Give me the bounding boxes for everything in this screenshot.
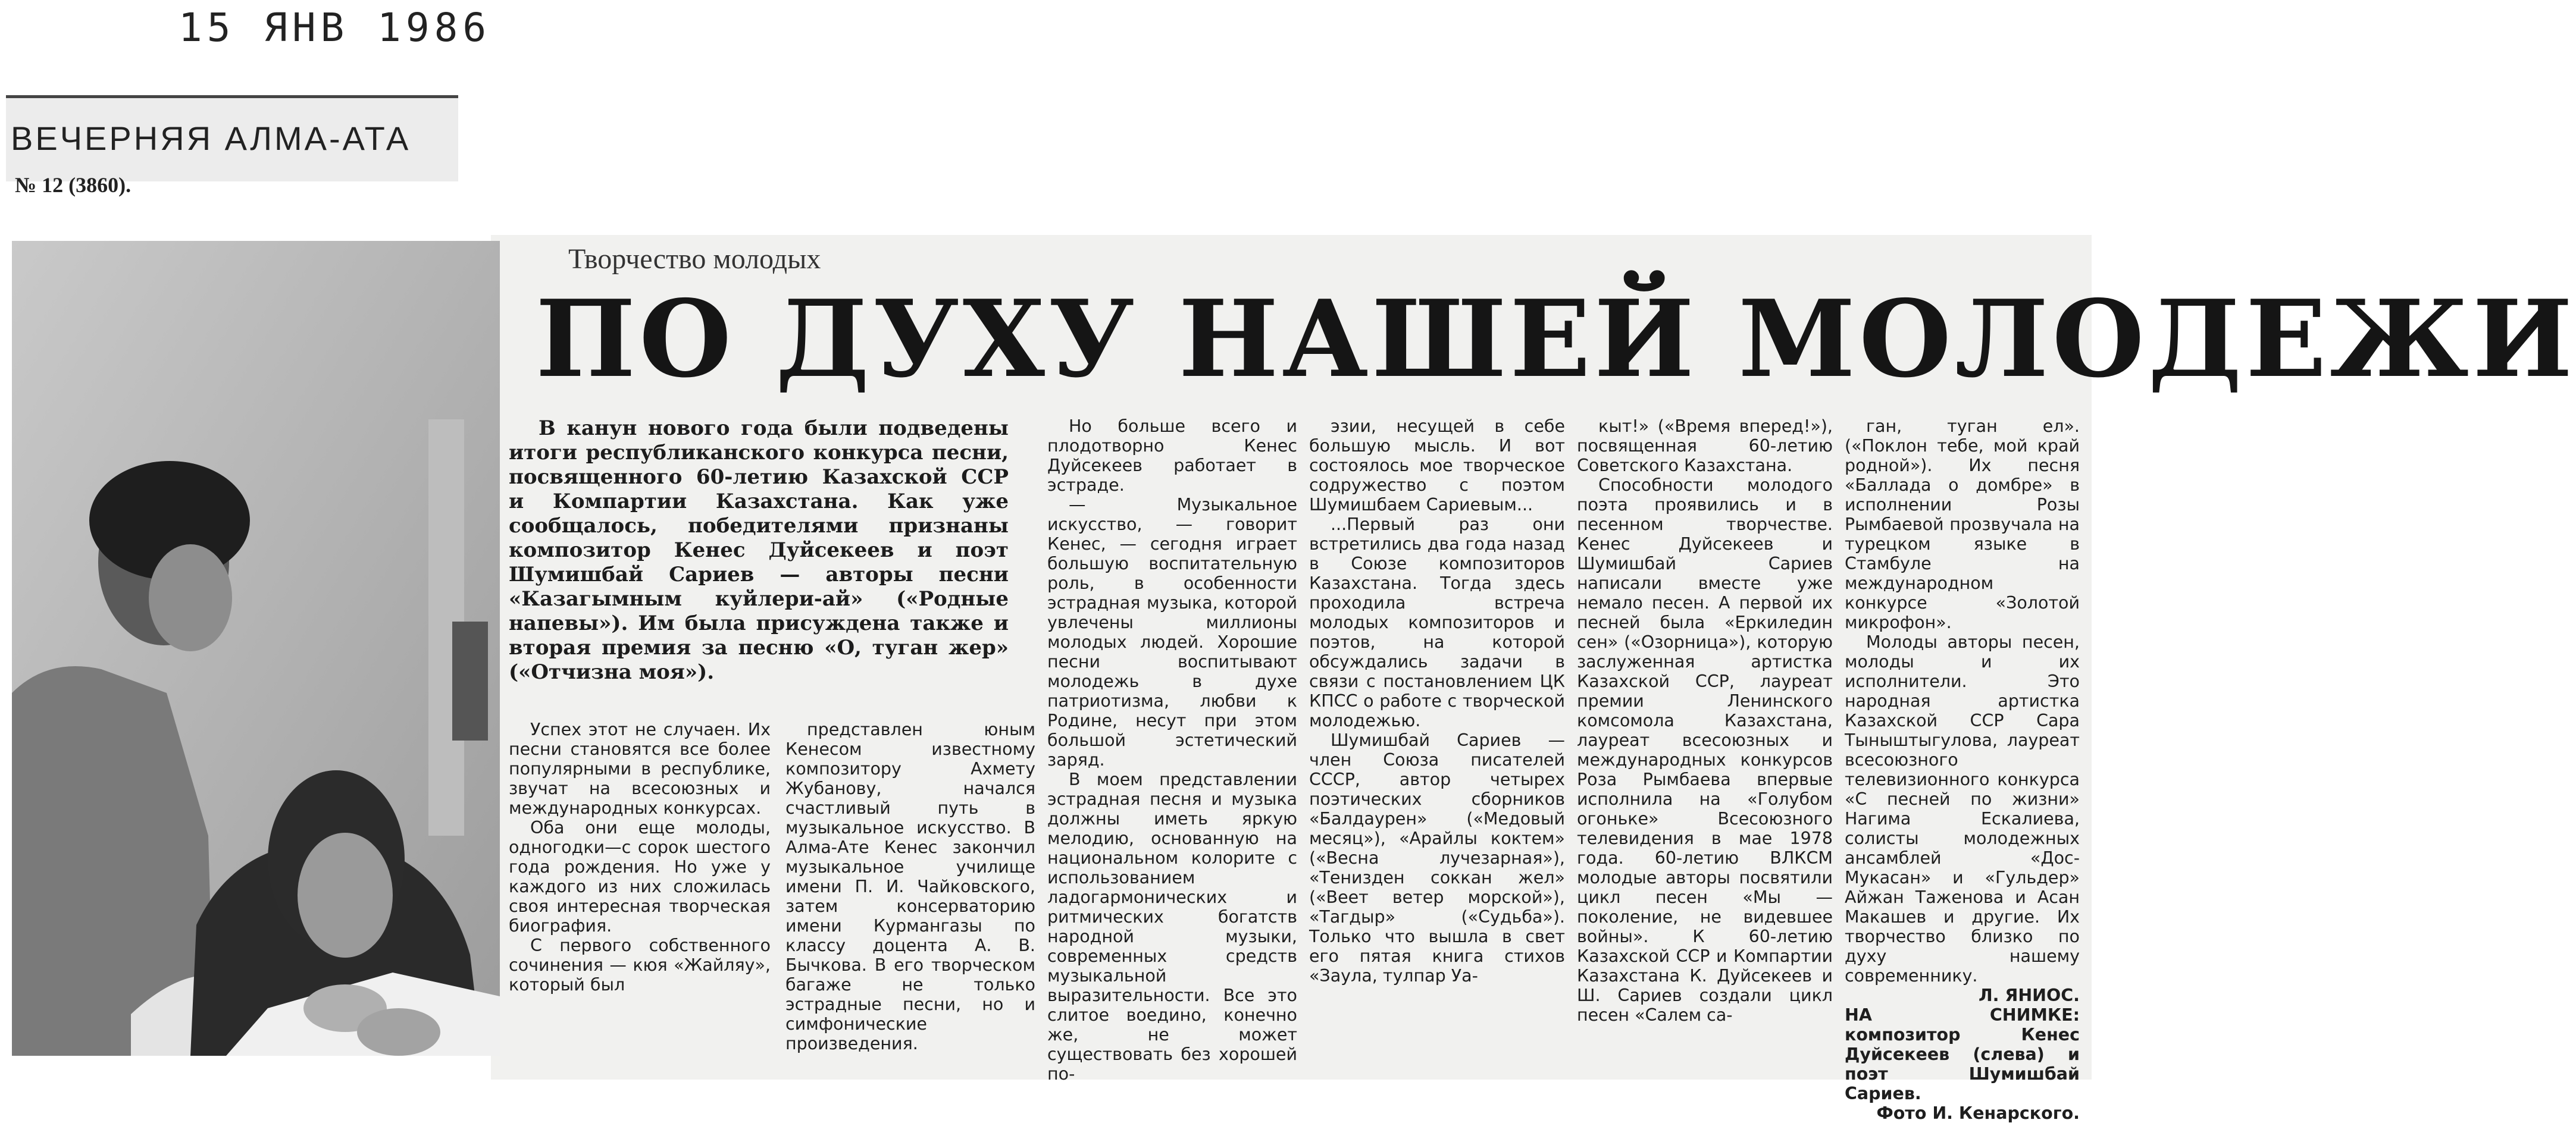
article-column-1 <box>509 720 771 995</box>
newspaper-title: ВЕЧЕРНЯЯ АЛМА-АТА <box>11 120 411 157</box>
paragraph: В моем представлении эстрадная песня и музыка должны иметь яркую мелодию, основанную на национальном колорите с использованием ладогармонических и ритмических богатств народной музыки, современных средств музыкальной выразительности. Все это слитое воедино, конечно же, не может существовать без хорошей по- <box>1047 770 1297 1084</box>
paragraph: — Музыкальное искусство, — говорит Кенес, — сегодня играет большую воспитательную роль, в особенности эстрадная музыка, которой увлечены миллионы молодых людей. Хорошие песни воспитывают молодежь в духе патриотизма, любви к Родине, несут при этом большой эстетический заряд. <box>1047 495 1297 770</box>
lead-paragraph: В канун нового года были подведены итоги республиканского конкурса песни, посвященного 60-летию Казахской ССР и Компартии Казахстана. Как уже сообщалось, победителями признаны композитор Кенес Дуйсекеев и поэт Шумишбай Сариев — авторы песни «Казагымным куйлери-ай» («Родные напевы»). Им была присуждена также и вторая премия за песню «О, туган жер» («Отчизна моя»). <box>509 416 1009 684</box>
rubric: Творчество молодых <box>568 243 821 275</box>
paragraph: С первого собственного сочинения — кюя «Жайляу», который был <box>509 936 771 995</box>
headline: ПО ДУХУ НАШЕЙ МОЛОДЕЖИ <box>536 277 2576 401</box>
paragraph: Молоды авторы песен, молоды и их исполнители. Это народная артистка Казахской ССР Сара Тыныштыгулова, лауреат всесоюзного телевизионного конкурса «С песней по жизни» Нагима Ескалиева, солисты молодежных ансамблей «Дос-Мукасан» и «Гульдер» Айжан Таженова и Асан Макашев и другие. Их творчество близко по духу нашему современнику. <box>1845 632 2080 986</box>
article-photo <box>12 241 500 1056</box>
date-stamp: 15 ЯНВ 1986 <box>179 5 492 51</box>
paragraph: Оба они еще молоды, одногодки—с сорок шестого года рождения. Но уже у каждого из них сложилась своя интересная творческая биография. <box>509 818 771 936</box>
issue-number: № 12 (3860). <box>15 173 132 197</box>
photo-illustration <box>12 241 500 1056</box>
paragraph: Шумишбай Сариев — член Союза писателей СССР, автор четырех поэтических сборников «Балдаурен» («Медовый месяц»), «Арайлы коктем» («Весна лучезарная»), «Тенизден соккан жел» («Веет ветер морской»), «Тагдыр» («Судьба»). Только что вышла в свет его пятая книга стихов «Заула, тулпар Уа- <box>1309 730 1565 986</box>
photo-credit: Фото И. Кенарского. <box>1876 1103 2080 1123</box>
paragraph: ган, туган ел». («Поклон тебе, мой край родной»). Их песня «Баллада о домбре» в исполнении Розы Рымбаевой прозвучала на турецком языке в Стамбуле на международном конкурсе «Золотой микрофон». <box>1845 416 2080 632</box>
paragraph: Но больше всего и плодотворно Кенес Дуйсекеев работает в эстраде. <box>1047 416 1297 495</box>
article-column-6 <box>1845 416 2080 1123</box>
paragraph: ...Первый раз они встретились два года назад в Союзе композиторов Казахстана. Тогда здесь проходила встреча молодых композиторов и поэтов, на которой обсуждались задачи в связи с постановлением ЦК КПСС о работе с творческой молодежью. <box>1309 515 1565 730</box>
paragraph: Успех этот не случаен. Их песни становятся все более популярными в республике, звучат на всесоюзных и международных конкурсах. <box>509 720 771 818</box>
article-column-4 <box>1309 416 1565 986</box>
author-signature: Л. ЯНИОС. <box>1978 986 2080 1005</box>
paragraph: эзии, несущей в себе большую мысль. И вот состоялось мое творческое содружество с поэтом Шумишбаем Сариевым... <box>1309 416 1565 515</box>
article-column-3 <box>1047 416 1297 1084</box>
article-column-5 <box>1577 416 1833 1025</box>
paragraph: Способности молодого поэта проявились и в песенном творчестве. Кенес Дуйсекеев и Шумишбай Сариев написали вместе уже немало песен. А первой их песней была «Еркиледин сен» («Озорница»), которую заслуженная артистка Казахской ССР, лауреат премии Ленинского комсомола Казахстана, лауреат всесоюзных и международных конкурсов Роза Рымбаева впервые исполнила на «Голубом огоньке» Всесоюзного телевидения в мае 1978 года. 60-летию ВЛКСМ молодые авторы посвятили цикл песен «Мы — поколение, не видевшее войны». К 60-летию Казахской ССР и Компартии Казахстана К. Дуйсекеев и Ш. Сариев создали цикл песен «Салем са- <box>1577 475 1833 1025</box>
paragraph: представлен юным Кенесом известному композитору Ахмету Жубанову, начался счастливый путь в музыкальное искусство. В Алма-Ате Кенес закончил музыкальное училище имени П. И. Чайковского, затем консерваторию имени Курмангазы по классу доцента А. В. Бычкова. В его творческом багаже не только эстрадные песни, но и симфонические произведения. <box>785 720 1035 1053</box>
photo-caption: НА СНИМКЕ: композитор Кенес Дуйсекеев (слева) и поэт Шумишбай Сариев. <box>1845 1005 2080 1103</box>
article-column-2 <box>785 720 1035 1053</box>
paragraph: кыт!» («Время вперед!»), посвященная 60-летию Советского Казахстана. <box>1577 416 1833 475</box>
